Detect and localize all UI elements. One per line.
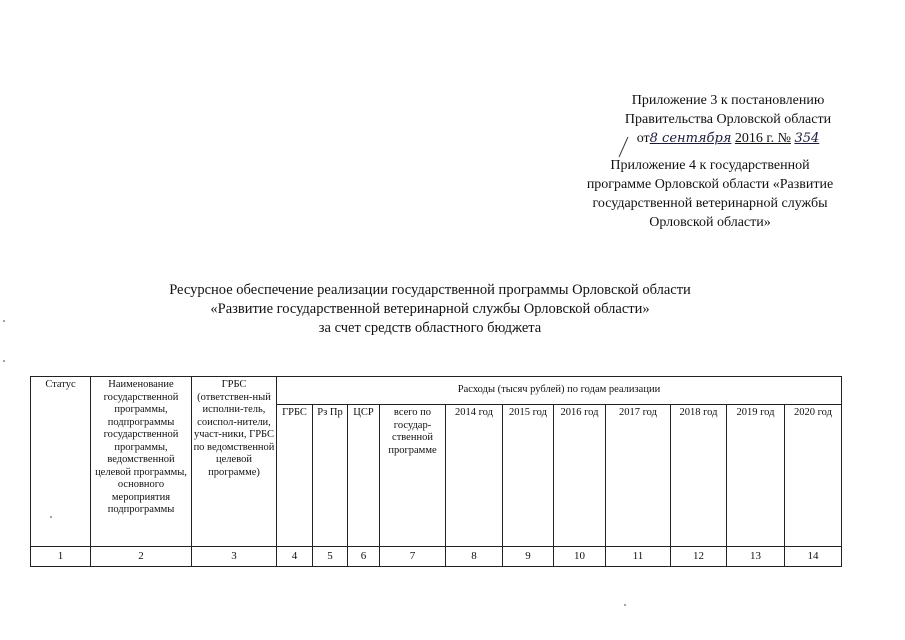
header-year-2020: 2020 год — [785, 405, 842, 547]
column-number: 14 — [785, 547, 842, 567]
appendix-4-line2: программе Орловской области «Развитие — [586, 177, 834, 192]
scan-speck — [3, 360, 5, 362]
header-rz-pr: Рз Пр — [313, 405, 348, 547]
header-status: Статус — [31, 377, 91, 547]
header-year-2016: 2016 год — [554, 405, 606, 547]
column-number-row — [31, 547, 842, 567]
column-number: 11 — [606, 547, 671, 567]
appendix-3-header — [598, 91, 858, 148]
column-number: 4 — [277, 547, 313, 567]
appendix-3-line2: Правительства Орловской области — [624, 112, 832, 127]
header-year-2014: 2014 год — [446, 405, 503, 547]
title-line1: Ресурсное обеспечение реализации государственной программы Орловской области — [169, 282, 691, 298]
column-number: 10 — [554, 547, 606, 567]
header-year-2015: 2015 год — [503, 405, 554, 547]
document-title — [120, 281, 740, 338]
column-number: 9 — [503, 547, 554, 567]
header-year-2017: 2017 год — [606, 405, 671, 547]
column-number: 7 — [380, 547, 446, 567]
header-expenses: Расходы (тысяч рублей) по годам реализации — [277, 377, 842, 405]
column-number: 1 — [31, 547, 91, 567]
appendix-3-line3 — [598, 129, 858, 148]
column-number: 5 — [313, 547, 348, 567]
scan-speck — [624, 604, 626, 606]
resource-table — [30, 376, 842, 567]
header-year-2018: 2018 год — [671, 405, 727, 547]
handwritten-date: 8 сентября — [649, 131, 732, 146]
column-number: 2 — [91, 547, 192, 567]
column-number: 13 — [727, 547, 785, 567]
scan-speck — [3, 320, 5, 322]
header-year-2019: 2019 год — [727, 405, 785, 547]
title-line3: за счет средств областного бюджета — [318, 320, 542, 336]
year-and-number-label: 2016 г. № — [734, 131, 791, 146]
appendix-4-line1: Приложение 4 к государственной — [610, 158, 810, 173]
scan-speck — [50, 516, 52, 518]
header-grbs-main: ГРБС (ответствен-ный исполни-тель, соиспол-нители, участ-ники, ГРБС по ведомственной целевой программе) — [192, 377, 277, 547]
title-line2: «Развитие государственной ветеринарной службы Орловской области» — [210, 301, 650, 317]
column-number: 6 — [348, 547, 380, 567]
appendix-4-header — [560, 156, 860, 232]
appendix-3-line1: Приложение 3 к постановлению — [631, 93, 825, 108]
date-prefix: от — [636, 131, 650, 146]
handwritten-number: 354 — [794, 131, 820, 146]
header-csr: ЦСР — [348, 405, 380, 547]
appendix-4-line4: Орловской области» — [649, 215, 771, 230]
column-number: 12 — [671, 547, 727, 567]
header-program-name: Наименование государственной программы, подпрограммы государственной программы, ведомственной целевой программы, основного мероприятия подпрограммы — [91, 377, 192, 547]
header-grbs: ГРБС — [277, 405, 313, 547]
column-number: 3 — [192, 547, 277, 567]
column-number: 8 — [446, 547, 503, 567]
header-total: всего по государ-ственной программе — [380, 405, 446, 547]
appendix-4-line3: государственной ветеринарной службы — [592, 196, 828, 211]
